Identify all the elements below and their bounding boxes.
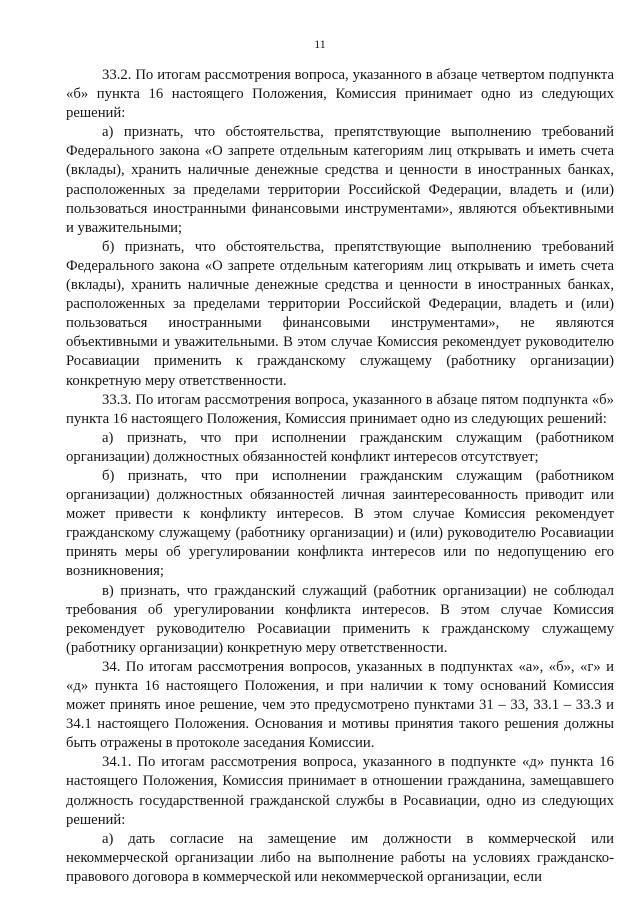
page-number: 11 xyxy=(314,37,326,51)
paragraph-33-3-v: в) признать, что гражданский служащий (работник организации) не соблюдал требования об урегулировании конфликта интересов. В этом случае Комиссия рекомендует руководителю Росавиации применить к гражданскому служащему (работнику организации) конкретную меру ответственности. xyxy=(66,582,614,656)
paragraph-34: 34. По итогам рассмотрения вопросов, указанных в подпунктах «а», «б», «г» и «д» пункта 16 настоящего Положения, и при наличии к тому оснований Комиссия может принять иное решение, чем это предусмотрено пунктами 31 – 33, 33.1 – 33.3 и 34.1 настоящего Положения. Основания и мотивы принятия такого решения должны быть отражены в протоколе заседания Комиссии. xyxy=(66,658,614,752)
paragraph-33-2-b: б) признать, что обстоятельства, препятствующие выполнению требований Федерального закона «О запрете отдельным категориям лиц открывать и иметь счета (вклады), хранить наличные денежные средства и ценности в иностранных банках, расположенных за пределами территории Российской Федерации, владеть и (или) пользоваться иностранными финансовыми инструментами», не являются объективными и уважительными. В этом случае Комиссия рекомендует руководителю Росавиации применить к гражданскому служащему (работнику организации) конкретную меру ответственности. xyxy=(66,238,614,389)
paragraph-33-3-b: б) признать, что при исполнении гражданским служащим (работником организации) должностных обязанностей личная заинтересованность приводит или может привести к конфликту интересов. В этом случае Комиссия рекомендует гражданскому служащему (работнику организации) и (или) руководителю Росавиации принять меры об урегулировании конфликта интересов или по недопущению его возникновения; xyxy=(66,467,614,580)
paragraph-33-2-a: а) признать, что обстоятельства, препятствующие выполнению требований Федерального закона «О запрете отдельным категориям лиц открывать и иметь счета (вклады), хранить наличные денежные средства и ценности в иностранных банках, расположенных за пределами территории Российской Федерации, владеть и (или) пользоваться иностранными финансовыми инструментами», являются объективными и уважительными; xyxy=(66,124,614,236)
document-body xyxy=(66,66,614,887)
paragraph-34-1: 34.1. По итогам рассмотрения вопроса, указанного в подпункте «д» пункта 16 настоящего Положения, Комиссия принимает в отношении гражданина, замещавшего должность государственной гражданской службы в Росавиации, одно из следующих решений: xyxy=(66,754,614,828)
paragraph-34-1-a: а) дать согласие на замещение им должности в коммерческой или некоммерческой организации либо на выполнение работы на условиях гражданско-правового договора в коммерческой или некоммерческой организации, если xyxy=(66,830,614,885)
paragraph-33-3-a: а) признать, что при исполнении гражданским служащим (работником организации) должностных обязанностей конфликт интересов отсутствует; xyxy=(66,429,614,465)
paragraph-33-3: 33.3. По итогам рассмотрения вопроса, указанного в абзаце пятом подпункта «б» пункта 16 настоящего Положения, Комиссия принимает одно из следующих решений: xyxy=(66,391,614,427)
paragraph-33-2: 33.2. По итогам рассмотрения вопроса, указанного в абзаце четвертом подпункта «б» пункта 16 настоящего Положения, Комиссия принимает одно из следующих решений: xyxy=(66,67,614,122)
